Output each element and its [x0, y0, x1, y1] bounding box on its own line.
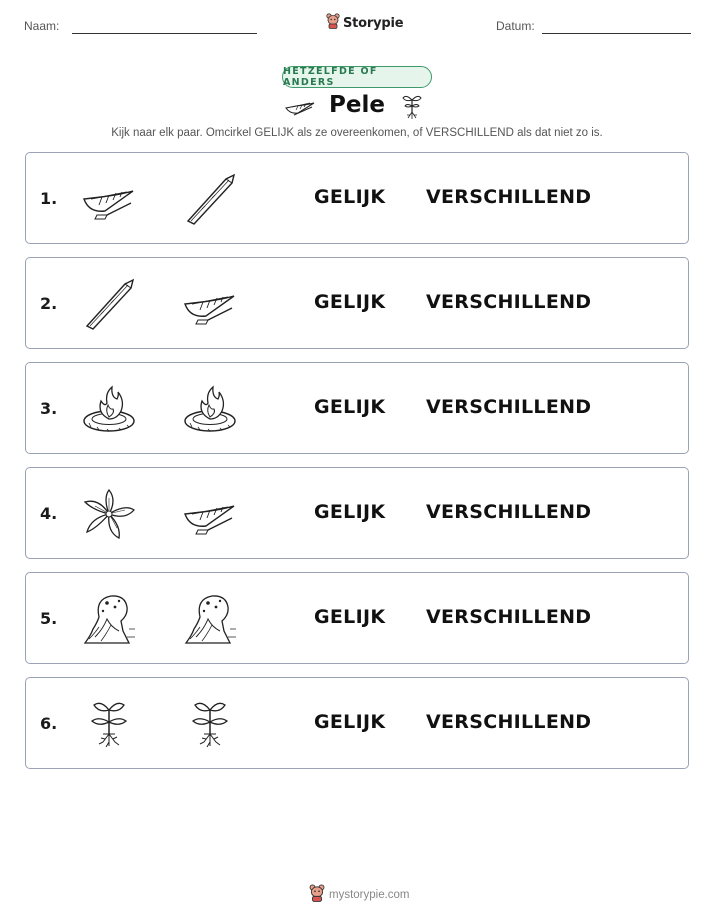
question-number: 5.	[40, 609, 58, 628]
sprout-icon	[182, 698, 238, 750]
option-different[interactable]: VERSCHILLEND	[426, 396, 592, 418]
plumeria-flower-icon	[81, 488, 137, 540]
question-number: 3.	[40, 399, 58, 418]
fire-pit-icon	[182, 383, 238, 435]
option-same[interactable]: GELIJK	[314, 186, 386, 208]
date-label: Datum:	[496, 19, 535, 33]
question-row	[25, 362, 689, 454]
brand-logo	[326, 13, 403, 33]
digging-stick-icon	[81, 278, 137, 330]
sprout-icon	[400, 92, 424, 124]
option-same[interactable]: GELIJK	[314, 711, 386, 733]
option-different[interactable]: VERSCHILLEND	[426, 291, 592, 313]
question-row	[25, 677, 689, 769]
option-different[interactable]: VERSCHILLEND	[426, 186, 592, 208]
sprout-icon	[81, 698, 137, 750]
fire-pit-icon	[81, 383, 137, 435]
activity-badge: HETZELFDE OF ANDERS	[282, 66, 432, 88]
option-different[interactable]: VERSCHILLEND	[426, 501, 592, 523]
brand-name: Storypie	[343, 15, 404, 31]
title-row	[0, 90, 714, 124]
footer	[309, 884, 410, 906]
question-number: 2.	[40, 294, 58, 313]
worksheet-title: Pele	[329, 92, 385, 118]
lava-flow-icon	[81, 593, 137, 645]
question-row	[25, 257, 689, 349]
option-same[interactable]: GELIJK	[314, 606, 386, 628]
footer-url[interactable]: mystorypie.com	[329, 889, 410, 901]
question-row	[25, 152, 689, 244]
digging-stick-icon	[182, 173, 238, 225]
option-different[interactable]: VERSCHILLEND	[426, 606, 592, 628]
canoe-icon	[182, 488, 238, 540]
date-line[interactable]	[542, 33, 691, 34]
question-number: 6.	[40, 714, 58, 733]
canoe-icon	[81, 173, 137, 225]
instructions: Kijk naar elk paar. Omcirkel GELIJK als ze overeenkomen, of VERSCHILLEND als dat niet zo is.	[111, 127, 603, 139]
option-different[interactable]: VERSCHILLEND	[426, 711, 592, 733]
option-same[interactable]: GELIJK	[314, 396, 386, 418]
lava-flow-icon	[182, 593, 238, 645]
question-row	[25, 572, 689, 664]
canoe-icon	[182, 278, 238, 330]
storypie-bear-icon	[326, 13, 340, 33]
name-line[interactable]	[72, 33, 257, 34]
question-number: 4.	[40, 504, 58, 523]
name-label: Naam:	[24, 19, 60, 33]
question-row	[25, 467, 689, 559]
question-number: 1.	[40, 189, 58, 208]
option-same[interactable]: GELIJK	[314, 501, 386, 523]
storypie-bear-footer-icon	[309, 884, 325, 906]
option-same[interactable]: GELIJK	[314, 291, 386, 313]
